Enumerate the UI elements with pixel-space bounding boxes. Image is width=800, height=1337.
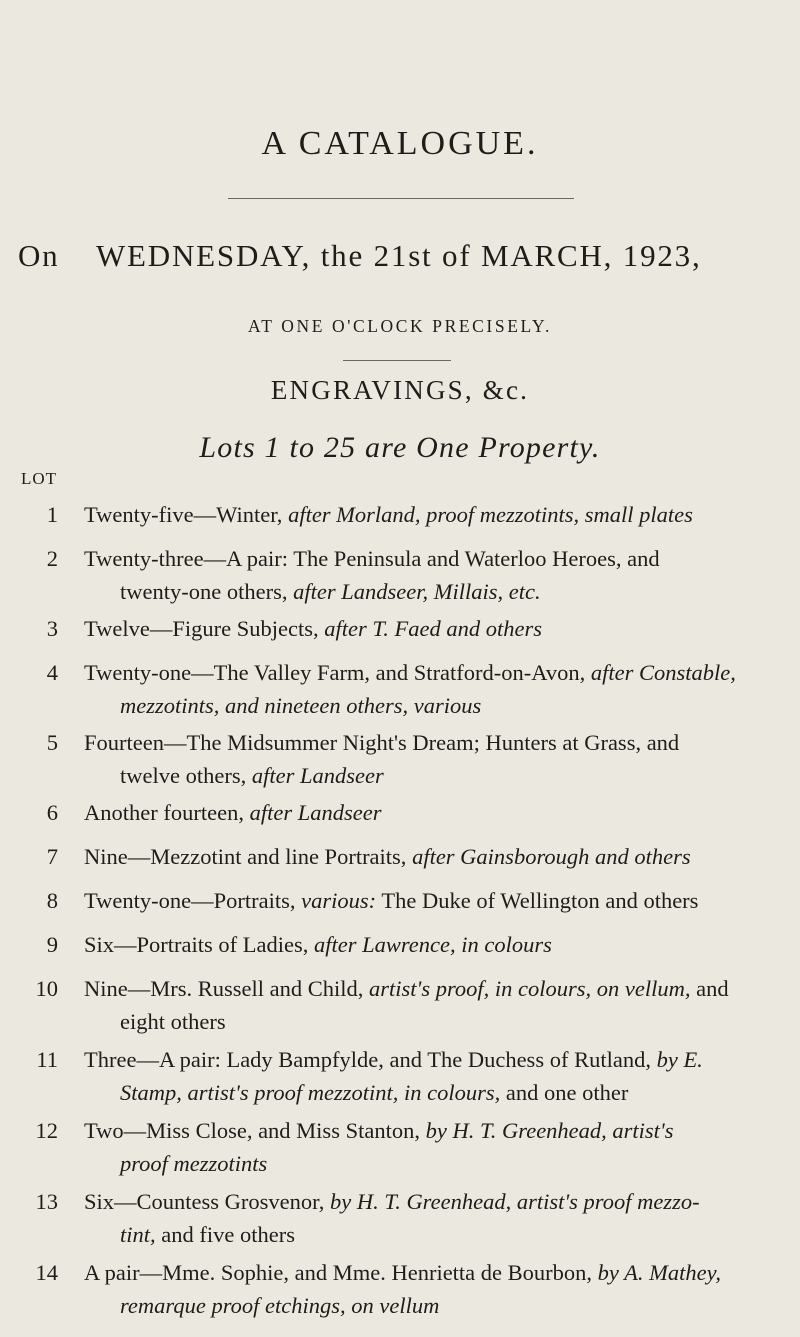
lot-attribution-continued: proof mezzotints	[120, 1151, 268, 1176]
lot-attribution: by H. T. Greenhead, artist's	[425, 1118, 674, 1143]
lot-description	[84, 1114, 796, 1180]
lot-description	[84, 1256, 796, 1322]
lot-text: Twelve—Figure Subjects,	[84, 616, 325, 641]
lot-text-tail-continued: and one other	[500, 1080, 629, 1105]
sale-date: WEDNESDAY, the 21st of MARCH, 1923,	[96, 238, 702, 273]
lot-column-label: LOT	[21, 469, 58, 488]
lot-attribution-continued: remarque proof etchings, on vellum	[120, 1293, 440, 1318]
lot-text: Three—A pair: Lady Bampfylde, and The Duchess of Rutland,	[84, 1047, 657, 1072]
lot-description	[84, 928, 796, 961]
lot-text: Six—Portraits of Ladies,	[84, 932, 314, 957]
lot-description	[84, 612, 796, 645]
lot-description	[84, 656, 796, 722]
lot-text: Fourteen—The Midsummer Night's Dream; Hunters at Grass, and	[84, 730, 680, 755]
lot-number: 11	[36, 1047, 58, 1072]
lot-attribution: after Morland, proof mezzotints, small plates	[288, 502, 693, 527]
lot-text-tail-continued: and five others	[155, 1222, 295, 1247]
lot-attribution: after Constable,	[590, 660, 736, 685]
lot-text: Twenty-three—A pair: The Peninsula and Waterloo Heroes, and	[84, 546, 660, 571]
lot-attribution-continued: tint,	[120, 1222, 156, 1247]
property-note: Lots 1 to 25 are One Property.	[199, 431, 601, 464]
lot-number: 9	[46, 932, 58, 957]
lot-description	[84, 1043, 796, 1109]
sale-time: AT ONE O'CLOCK PRECISELY.	[248, 316, 552, 336]
lot-attribution: after Landseer	[249, 800, 382, 825]
lot-text-continued: eight others	[120, 1009, 226, 1034]
lot-attribution-continued: Stamp, artist's proof mezzotint, in colours,	[120, 1080, 501, 1105]
lot-text-tail: The Duke of Wellington and others	[376, 888, 699, 913]
lot-number: 13	[35, 1189, 58, 1214]
lot-description	[84, 884, 796, 917]
lot-number: 1	[46, 502, 58, 527]
lot-description	[84, 796, 796, 829]
lot-description	[84, 542, 796, 608]
lot-attribution-continued: after Landseer	[251, 763, 384, 788]
lot-number: 7	[46, 844, 58, 869]
lot-attribution: artist's proof, in colours, on vellum,	[369, 976, 691, 1001]
lot-attribution: various:	[301, 888, 377, 913]
lot-attribution-continued: mezzotints, and nineteen others, various	[120, 693, 482, 718]
lot-description	[84, 726, 796, 792]
lot-number: 12	[35, 1118, 58, 1143]
section-heading: ENGRAVINGS, &c.	[270, 375, 530, 405]
lot-number: 8	[46, 888, 58, 913]
lot-number: 3	[46, 616, 58, 641]
sale-prefix: On	[18, 238, 60, 273]
lot-text: Two—Miss Close, and Miss Stanton,	[84, 1118, 426, 1143]
lot-number: 10	[35, 976, 58, 1001]
lot-text-continued: twenty-one others,	[120, 579, 294, 604]
lot-number: 2	[46, 546, 58, 571]
lot-text: Twenty-one—The Valley Farm, and Stratford-on-Avon,	[84, 660, 591, 685]
lot-attribution-continued: after Landseer, Millais, etc.	[293, 579, 541, 604]
lot-text: Another fourteen,	[84, 800, 250, 825]
title-divider	[228, 198, 574, 199]
catalogue-title: A CATALOGUE.	[261, 125, 539, 162]
lot-attribution: by A. Mathey,	[597, 1260, 721, 1285]
lot-attribution: by E.	[656, 1047, 703, 1072]
lot-text: Twenty-one—Portraits,	[84, 888, 302, 913]
lot-text: Nine—Mezzotint and line Portraits,	[84, 844, 413, 869]
lot-description	[84, 972, 796, 1038]
lot-description	[84, 498, 796, 531]
lot-number: 5	[46, 730, 58, 755]
time-divider	[343, 360, 451, 361]
lot-number: 4	[46, 660, 58, 685]
lot-attribution: by H. T. Greenhead, artist's proof mezzo-	[329, 1189, 700, 1214]
lot-text: Nine—Mrs. Russell and Child,	[84, 976, 369, 1001]
lot-text-continued: twelve others,	[120, 763, 252, 788]
lot-number: 14	[35, 1260, 58, 1285]
lot-text: Twenty-five—Winter,	[84, 502, 289, 527]
lot-number: 6	[46, 800, 58, 825]
lot-attribution: after Lawrence, in colours	[313, 932, 552, 957]
lot-description	[84, 840, 796, 873]
lot-attribution: after T. Faed and others	[324, 616, 542, 641]
lot-attribution: after Gainsborough and others	[412, 844, 691, 869]
lot-text: A pair—Mme. Sophie, and Mme. Henrietta de Bourbon,	[84, 1260, 598, 1285]
lot-text-tail: and	[690, 976, 729, 1001]
lot-text: Six—Countess Grosvenor,	[84, 1189, 330, 1214]
lot-description	[84, 1185, 796, 1251]
